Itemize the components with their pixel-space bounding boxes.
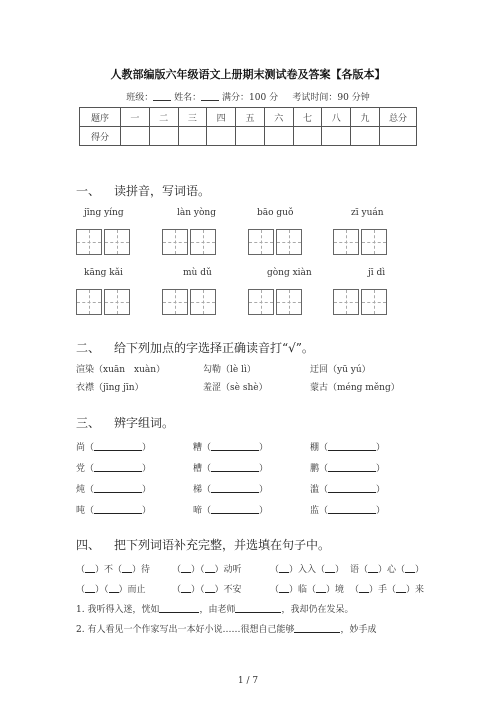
idiom-blank[interactable] bbox=[325, 563, 335, 573]
idiom-blank[interactable] bbox=[205, 583, 215, 593]
sentence-text: 2. 有人看见一个作家写出一本好小说……很想自己能够 bbox=[76, 625, 295, 635]
word-group-item: 鹏（ ） bbox=[310, 464, 386, 474]
answer-blank[interactable] bbox=[328, 504, 376, 514]
writing-box[interactable] bbox=[276, 229, 302, 255]
reading-choice bbox=[203, 362, 256, 375]
section4-title: 把下列词语补充完整，并选填在句子中。 bbox=[114, 538, 331, 552]
sentence-text: ，我却仍在发呆。 bbox=[281, 605, 354, 615]
score-header-cell: 三 bbox=[178, 108, 207, 127]
score-row-label: 得分 bbox=[80, 127, 121, 146]
answer-blank[interactable] bbox=[94, 504, 142, 514]
idiom-text: ）动听 bbox=[214, 565, 242, 575]
idiom-text: （ bbox=[270, 585, 280, 595]
score-table-row bbox=[80, 127, 417, 146]
score-cell[interactable] bbox=[293, 127, 322, 146]
writing-box[interactable] bbox=[248, 229, 274, 255]
answer-blank[interactable] bbox=[328, 483, 376, 493]
answer-blank[interactable] bbox=[94, 441, 142, 451]
idiom-blank[interactable] bbox=[279, 583, 289, 593]
idiom-text: （ bbox=[172, 585, 182, 595]
idiom-fill bbox=[350, 582, 424, 595]
word-group-item: 尚（ ） bbox=[76, 443, 152, 453]
word-char: 糟 bbox=[193, 443, 203, 453]
idiom-text: ）而止 bbox=[118, 585, 146, 595]
score-cell[interactable] bbox=[236, 127, 265, 146]
name-blank bbox=[201, 91, 219, 101]
sentence-1 bbox=[76, 602, 353, 615]
idiom-blank[interactable] bbox=[205, 563, 215, 573]
pinyin-label: kāng kǎi bbox=[84, 268, 123, 278]
word-char: 炖 bbox=[76, 485, 86, 495]
page-number: 1 / 7 bbox=[237, 676, 259, 686]
choice-options[interactable]: （lè lì） bbox=[221, 365, 256, 375]
idiom-text: 语（ bbox=[350, 565, 369, 575]
word-char: 槽 bbox=[193, 464, 203, 474]
idiom-blank[interactable] bbox=[316, 583, 326, 593]
name-label: 姓名： bbox=[174, 93, 202, 103]
score-cell[interactable] bbox=[351, 127, 380, 146]
answer-blank[interactable] bbox=[211, 483, 259, 493]
writing-boxes bbox=[248, 229, 304, 255]
section1-title: 读拼音，写词语。 bbox=[114, 184, 211, 198]
choice-options[interactable]: （méng měng） bbox=[328, 383, 400, 393]
sentence-text: ，妙手成 bbox=[340, 625, 377, 635]
word-group-item: 吨（ ） bbox=[76, 506, 152, 516]
writing-box[interactable] bbox=[162, 289, 188, 315]
idiom-text: ）入入（ bbox=[289, 565, 326, 575]
idiom-fill bbox=[172, 582, 242, 595]
sentence-blank[interactable] bbox=[159, 603, 199, 613]
full-score: 满分：100 分 bbox=[222, 93, 279, 103]
word-char: 梯 bbox=[193, 485, 203, 495]
score-header-cell: 七 bbox=[293, 108, 322, 127]
idiom-text: ） bbox=[415, 565, 425, 575]
score-header-cell: 总分 bbox=[380, 108, 417, 127]
class-label: 班级： bbox=[126, 93, 154, 103]
pinyin-label: jī dì bbox=[368, 268, 386, 278]
score-header-cell: 四 bbox=[207, 108, 236, 127]
reading-choice bbox=[76, 362, 165, 375]
score-header-cell: 题序 bbox=[80, 108, 121, 127]
writing-box[interactable] bbox=[190, 229, 216, 255]
section2-heading bbox=[76, 339, 314, 356]
writing-box[interactable] bbox=[333, 229, 359, 255]
writing-boxes bbox=[76, 229, 132, 255]
pinyin-label: mù dǔ bbox=[183, 268, 212, 278]
word-char: 党 bbox=[76, 464, 86, 474]
answer-blank[interactable] bbox=[328, 441, 376, 451]
idiom-blank[interactable] bbox=[109, 583, 119, 593]
idiom-text: ）手（ bbox=[369, 585, 397, 595]
idiom-text: （ bbox=[350, 585, 360, 595]
score-table bbox=[79, 107, 417, 146]
word-group-item: 啼（ ） bbox=[193, 506, 269, 516]
exam-time: 考试时间：90 分钟 bbox=[292, 93, 370, 103]
word-group-item: 炖（ ） bbox=[76, 485, 152, 495]
idiom-blank[interactable] bbox=[396, 583, 406, 593]
word-group-item: 梯（ ） bbox=[193, 485, 269, 495]
word-char: 吨 bbox=[76, 506, 86, 516]
idiom-text: ）境 bbox=[326, 585, 345, 595]
idiom-fill bbox=[270, 562, 344, 575]
word-group-item: 糟（ ） bbox=[193, 443, 269, 453]
pinyin-label: bāo guǒ bbox=[257, 208, 294, 218]
answer-blank[interactable] bbox=[211, 441, 259, 451]
answer-blank[interactable] bbox=[211, 504, 259, 514]
word-char: 滥 bbox=[310, 485, 320, 495]
idiom-blank[interactable] bbox=[85, 583, 95, 593]
section1-number: 一、 bbox=[76, 184, 101, 198]
word-char: 监 bbox=[310, 506, 320, 516]
writing-boxes bbox=[333, 229, 389, 255]
idiom-fill bbox=[76, 562, 150, 575]
word-char: 棚 bbox=[310, 443, 320, 453]
score-cell[interactable] bbox=[322, 127, 351, 146]
section2-number: 二、 bbox=[76, 341, 101, 355]
choice-word: 迂回 bbox=[310, 365, 329, 375]
idiom-blank[interactable] bbox=[181, 583, 191, 593]
section3-number: 三、 bbox=[76, 416, 101, 430]
word-group-item: 滥（ ） bbox=[310, 485, 386, 495]
reading-choice bbox=[203, 380, 268, 393]
score-header-cell: 九 bbox=[351, 108, 380, 127]
score-header-cell: 五 bbox=[236, 108, 265, 127]
choice-options[interactable]: （jīng jīn） bbox=[94, 383, 144, 393]
writing-box[interactable] bbox=[76, 229, 102, 255]
exam-meta bbox=[0, 90, 496, 103]
answer-blank[interactable] bbox=[94, 462, 142, 472]
idiom-text: ）心（ bbox=[378, 565, 406, 575]
idiom-blank[interactable] bbox=[405, 563, 415, 573]
idiom-text: ）临（ bbox=[289, 585, 317, 595]
reading-choice bbox=[76, 380, 144, 393]
pinyin-label: làn yòng bbox=[177, 208, 216, 218]
pinyin-label: jīng yíng bbox=[84, 208, 124, 218]
writing-box[interactable] bbox=[361, 229, 387, 255]
class-blank bbox=[153, 91, 171, 101]
writing-box[interactable] bbox=[248, 289, 274, 315]
writing-box[interactable] bbox=[361, 289, 387, 315]
idiom-fill bbox=[350, 562, 424, 575]
idiom-fill bbox=[270, 582, 344, 595]
choice-options[interactable]: （sè shè） bbox=[221, 383, 268, 393]
word-group-item: 党（ ） bbox=[76, 464, 152, 474]
writing-boxes bbox=[162, 289, 218, 315]
idiom-text: （ bbox=[172, 565, 182, 575]
word-group-item: 监（ ） bbox=[310, 506, 386, 516]
sentence-text: 1. 我听得入迷，恍如 bbox=[76, 605, 160, 615]
idiom-text: ）待 bbox=[132, 565, 151, 575]
score-header-cell: 六 bbox=[264, 108, 293, 127]
sentence-2 bbox=[76, 622, 376, 635]
word-group-item: 棚（ ） bbox=[310, 443, 386, 453]
reading-choice bbox=[310, 380, 400, 393]
section1-heading bbox=[76, 182, 210, 199]
answer-blank[interactable] bbox=[211, 462, 259, 472]
choice-options[interactable]: （xuān xuàn） bbox=[94, 365, 166, 375]
word-char: 鹏 bbox=[310, 464, 320, 474]
score-header-cell: 一 bbox=[121, 108, 150, 127]
score-header-cell: 二 bbox=[149, 108, 178, 127]
choice-word: 羞涩 bbox=[203, 383, 222, 393]
score-cell[interactable] bbox=[380, 127, 417, 146]
idiom-blank[interactable] bbox=[181, 563, 191, 573]
idiom-text: ）（ bbox=[191, 565, 205, 575]
score-cell[interactable] bbox=[207, 127, 236, 146]
score-cell[interactable] bbox=[178, 127, 207, 146]
idiom-text: ）（ bbox=[95, 585, 109, 595]
idiom-blank[interactable] bbox=[85, 563, 95, 573]
reading-choice bbox=[310, 362, 371, 375]
answer-blank[interactable] bbox=[328, 462, 376, 472]
choice-word: 衣襟 bbox=[76, 383, 95, 393]
idiom-text: ）（ bbox=[191, 585, 205, 595]
idiom-blank[interactable] bbox=[122, 563, 132, 573]
writing-boxes bbox=[333, 289, 389, 315]
score-cell[interactable] bbox=[264, 127, 293, 146]
idiom-blank[interactable] bbox=[359, 583, 369, 593]
score-cell[interactable] bbox=[121, 127, 150, 146]
answer-blank[interactable] bbox=[94, 483, 142, 493]
choice-word: 渲染 bbox=[76, 365, 95, 375]
idiom-text: （ bbox=[76, 585, 86, 595]
writing-box[interactable] bbox=[76, 289, 102, 315]
score-header-cell: 八 bbox=[322, 108, 351, 127]
idiom-fill bbox=[172, 562, 242, 575]
word-char: 尚 bbox=[76, 443, 86, 453]
choice-options[interactable]: （yū yú） bbox=[328, 365, 371, 375]
section3-heading bbox=[76, 414, 174, 431]
idiom-text: ） bbox=[335, 565, 345, 575]
idiom-fill bbox=[76, 582, 146, 595]
score-cell[interactable] bbox=[149, 127, 178, 146]
sentence-blank[interactable] bbox=[294, 623, 340, 633]
idiom-text: （ bbox=[76, 565, 86, 575]
choice-word: 勾勒 bbox=[203, 365, 222, 375]
writing-box[interactable] bbox=[104, 229, 130, 255]
writing-box[interactable] bbox=[104, 289, 130, 315]
idiom-blank[interactable] bbox=[368, 563, 378, 573]
writing-box[interactable] bbox=[190, 289, 216, 315]
sentence-text: ，由老师 bbox=[199, 605, 236, 615]
pinyin-label: gòng xiàn bbox=[267, 268, 312, 278]
word-char: 啼 bbox=[193, 506, 203, 516]
section2-title: 给下列加点的字选择正确读音打“√”。 bbox=[114, 341, 314, 355]
section4-heading bbox=[76, 536, 330, 553]
writing-box[interactable] bbox=[333, 289, 359, 315]
pinyin-label: zī yuán bbox=[351, 208, 384, 218]
idiom-blank[interactable] bbox=[279, 563, 289, 573]
section3-title: 辨字组词。 bbox=[114, 416, 175, 430]
idiom-text: ）来 bbox=[406, 585, 425, 595]
choice-word: 蒙古 bbox=[310, 383, 329, 393]
writing-boxes bbox=[248, 289, 304, 315]
idiom-text: ）不（ bbox=[95, 565, 123, 575]
writing-box[interactable] bbox=[162, 229, 188, 255]
idiom-text: （ bbox=[270, 565, 280, 575]
writing-boxes bbox=[76, 289, 132, 315]
section4-number: 四、 bbox=[76, 538, 101, 552]
idiom-text: ）不安 bbox=[214, 585, 242, 595]
sentence-blank[interactable] bbox=[235, 603, 281, 613]
score-table-header bbox=[80, 108, 417, 127]
writing-boxes bbox=[162, 229, 218, 255]
word-group-item: 槽（ ） bbox=[193, 464, 269, 474]
writing-box[interactable] bbox=[276, 289, 302, 315]
document-title: 人教部编版六年级语文上册期末测试卷及答案【各版本】 bbox=[110, 68, 386, 81]
